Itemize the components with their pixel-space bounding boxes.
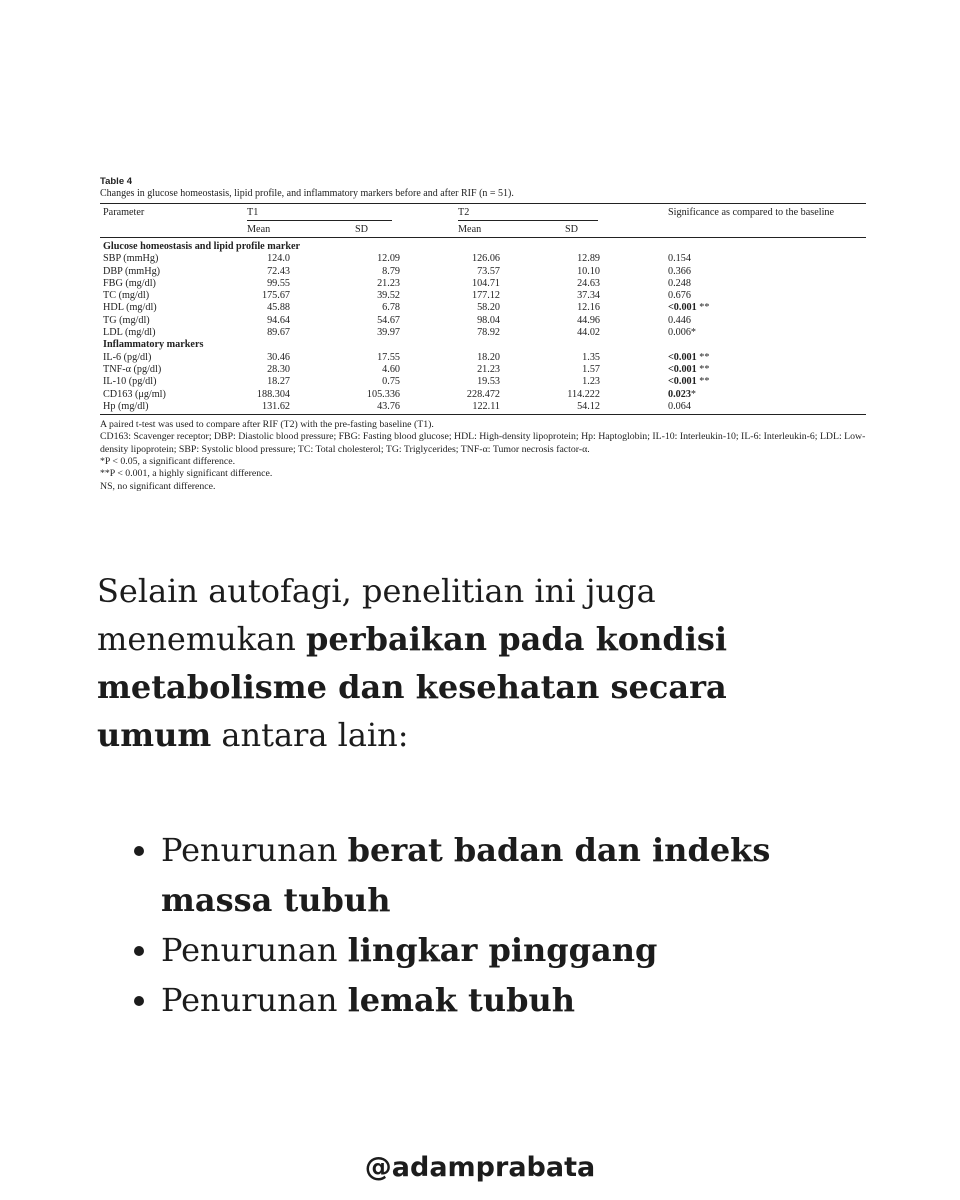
header-t2-sd: SD bbox=[565, 224, 579, 235]
t2-sd-cell: 1.35 bbox=[582, 351, 600, 363]
t1-mean-cell: 45.88 bbox=[267, 302, 290, 314]
significance-value: 0.676 bbox=[668, 290, 691, 302]
header-rule bbox=[100, 237, 866, 238]
list-item-text: Penurunan bbox=[161, 981, 348, 1019]
table-note: *P < 0.05, a significant difference. bbox=[100, 456, 236, 468]
t1-mean-cell: 89.67 bbox=[267, 327, 290, 339]
bullet-list bbox=[127, 825, 861, 1025]
significance-cell bbox=[668, 401, 691, 413]
t1-sd-cell: 54.67 bbox=[377, 314, 400, 326]
significance-value-bold: <0.001 bbox=[668, 363, 697, 375]
header-t2: T2 bbox=[458, 207, 470, 218]
t2-mean-cell: 73.57 bbox=[477, 265, 500, 277]
parameter-cell: HDL (mg/dl) bbox=[103, 302, 157, 314]
header-t1: T1 bbox=[247, 207, 259, 218]
significance-cell bbox=[668, 376, 709, 388]
t1-sd-cell: 6.78 bbox=[382, 302, 400, 314]
significance-cell bbox=[668, 290, 691, 302]
parameter-cell: DBP (mmHg) bbox=[103, 265, 161, 277]
significance-value: * bbox=[690, 388, 697, 400]
parameter-cell: Hp (mg/dl) bbox=[103, 400, 149, 412]
significance-cell bbox=[668, 327, 696, 339]
significance-value-bold: <0.001 bbox=[668, 376, 697, 388]
t2-sd-cell: 37.34 bbox=[577, 290, 600, 302]
t2-underline bbox=[458, 220, 598, 221]
list-item-bold: berat badan dan indeks massa tubuh bbox=[161, 831, 771, 919]
table-row bbox=[100, 253, 866, 265]
table-row bbox=[100, 376, 866, 388]
table-note: CD163: Scavenger receptor; DBP: Diastolic blood pressure; FBG: Fasting blood glucose; HDL: High-density lipoprotein; Hp: Haptoglobin; IL-10: Interleukin-10; IL-6: Interleukin-6; LDL: Low-density lipoprotein; SBP: Systolic blood pressure; TC: Total cholesterol; TG: Triglycerides; TNF-α: Tumor necrosis factor-α. bbox=[100, 431, 866, 455]
t2-mean-cell: 18.20 bbox=[477, 351, 500, 363]
section-title: Glucose homeostasis and lipid profile marker bbox=[103, 241, 301, 252]
section-row bbox=[100, 241, 866, 253]
t2-sd-cell: 114.222 bbox=[567, 388, 600, 400]
t2-sd-cell: 54.12 bbox=[577, 400, 600, 412]
list-item bbox=[161, 825, 861, 925]
t2-mean-cell: 177.12 bbox=[471, 290, 500, 302]
significance-cell bbox=[668, 352, 709, 364]
t2-mean-cell: 126.06 bbox=[471, 253, 500, 265]
author-handle: @adamprabata bbox=[364, 1152, 596, 1183]
table-row bbox=[100, 302, 866, 314]
t1-underline bbox=[247, 220, 392, 221]
parameter-cell: FBG (mg/dl) bbox=[103, 277, 156, 289]
t1-sd-cell: 39.52 bbox=[377, 290, 400, 302]
t2-sd-cell: 44.02 bbox=[577, 327, 600, 339]
significance-cell bbox=[668, 302, 709, 314]
significance-cell bbox=[668, 278, 691, 290]
significance-cell bbox=[668, 253, 691, 265]
parameter-cell: LDL (mg/dl) bbox=[103, 327, 156, 339]
significance-value: ** bbox=[696, 376, 710, 388]
t1-sd-cell: 17.55 bbox=[377, 351, 400, 363]
t1-sd-cell: 39.97 bbox=[377, 327, 400, 339]
parameter-cell: TG (mg/dl) bbox=[103, 314, 150, 326]
t1-sd-cell: 4.60 bbox=[382, 363, 400, 375]
t2-sd-cell: 12.89 bbox=[577, 253, 600, 265]
section-title: Inflammatory markers bbox=[103, 339, 204, 351]
header-row-2 bbox=[100, 222, 866, 237]
table-body bbox=[100, 241, 866, 413]
significance-value: ** bbox=[696, 351, 710, 363]
parameter-cell: TC (mg/dl) bbox=[103, 290, 150, 302]
parameter-cell: SBP (mmHg) bbox=[103, 253, 159, 265]
table-notes bbox=[100, 419, 866, 493]
t1-mean-cell: 18.27 bbox=[267, 376, 290, 388]
header-t1-mean: Mean bbox=[247, 224, 271, 235]
t1-mean-cell: 30.46 bbox=[267, 351, 290, 363]
table-note: A paired t-test was used to compare after RIF (T2) with the pre-fasting baseline (T1). bbox=[100, 419, 434, 431]
significance-value: 0.446 bbox=[668, 314, 691, 326]
significance-value: 0.064 bbox=[668, 400, 691, 412]
significance-value: 0.366 bbox=[668, 265, 691, 277]
significance-value: 0.248 bbox=[668, 277, 691, 289]
significance-cell bbox=[668, 315, 691, 327]
parameter-cell: TNF-α (pg/dl) bbox=[103, 363, 162, 375]
list-item bbox=[161, 975, 861, 1025]
list-item-bold: lemak tubuh bbox=[347, 981, 575, 1019]
list-item-bold: lingkar pinggang bbox=[347, 931, 658, 969]
table-label: Table 4 bbox=[100, 176, 133, 187]
significance-value: 0.006* bbox=[668, 327, 697, 339]
t2-sd-cell: 24.63 bbox=[577, 277, 600, 289]
table-caption: Changes in glucose homeostasis, lipid profile, and inflammatory markers before and after RIF (n = 51). bbox=[100, 188, 514, 199]
t1-mean-cell: 28.30 bbox=[267, 363, 290, 375]
t2-mean-cell: 21.23 bbox=[477, 363, 500, 375]
header-t2-mean: Mean bbox=[458, 224, 482, 235]
table-top-rule bbox=[100, 203, 866, 204]
body-paragraph bbox=[97, 567, 817, 759]
t2-sd-cell: 44.96 bbox=[577, 314, 600, 326]
t2-sd-cell: 10.10 bbox=[577, 265, 600, 277]
section-row bbox=[100, 339, 866, 351]
list-item-text: Penurunan bbox=[161, 931, 348, 969]
significance-cell bbox=[668, 389, 696, 401]
significance-cell bbox=[668, 364, 709, 376]
t2-mean-cell: 78.92 bbox=[477, 327, 500, 339]
paragraph-bold: perbaikan pada kondisi metabolisme dan kesehatan secara umum bbox=[97, 620, 728, 754]
table-row bbox=[100, 315, 866, 327]
significance-cell bbox=[668, 266, 691, 278]
table-row bbox=[100, 290, 866, 302]
t1-sd-cell: 0.75 bbox=[382, 376, 400, 388]
list-item-text: Penurunan bbox=[161, 831, 348, 869]
table-note: NS, no significant difference. bbox=[100, 480, 216, 492]
t1-mean-cell: 124.0 bbox=[267, 253, 290, 265]
header-parameter: Parameter bbox=[103, 207, 145, 218]
t1-mean-cell: 188.304 bbox=[256, 388, 290, 400]
t2-mean-cell: 104.71 bbox=[471, 277, 500, 289]
header-t1-sd: SD bbox=[355, 224, 369, 235]
table-row bbox=[100, 266, 866, 278]
t1-mean-cell: 175.67 bbox=[261, 290, 290, 302]
significance-value-bold: <0.001 bbox=[668, 351, 697, 363]
t1-mean-cell: 94.64 bbox=[267, 314, 290, 326]
table-row bbox=[100, 401, 866, 413]
paragraph-text-end: antara lain: bbox=[211, 716, 409, 754]
significance-value: ** bbox=[696, 363, 710, 375]
table-row bbox=[100, 327, 866, 339]
t1-sd-cell: 8.79 bbox=[382, 265, 400, 277]
t1-mean-cell: 72.43 bbox=[267, 265, 290, 277]
significance-value: 0.154 bbox=[668, 253, 691, 265]
results-table bbox=[100, 176, 866, 493]
significance-value: ** bbox=[696, 302, 710, 314]
table-bottom-rule bbox=[100, 414, 866, 415]
significance-value-bold: 0.023 bbox=[668, 388, 691, 400]
significance-value-bold: <0.001 bbox=[668, 302, 697, 314]
t1-mean-cell: 99.55 bbox=[267, 277, 290, 289]
list-item bbox=[161, 925, 861, 975]
table-row bbox=[100, 364, 866, 376]
table-row bbox=[100, 389, 866, 401]
parameter-cell: IL-6 (pg/dl) bbox=[103, 351, 152, 363]
parameter-cell: IL-10 (pg/dl) bbox=[103, 376, 157, 388]
parameter-cell: CD163 (μg/ml) bbox=[103, 388, 166, 400]
t2-sd-cell: 1.57 bbox=[582, 363, 600, 375]
t1-sd-cell: 105.336 bbox=[366, 388, 400, 400]
t2-sd-cell: 1.23 bbox=[582, 376, 600, 388]
t1-sd-cell: 21.23 bbox=[377, 277, 400, 289]
t2-mean-cell: 19.53 bbox=[477, 376, 500, 388]
t1-sd-cell: 12.09 bbox=[377, 253, 400, 265]
table-note: **P < 0.001, a highly significant difference. bbox=[100, 468, 273, 480]
table-row bbox=[100, 278, 866, 290]
header-significance: Significance as compared to the baseline bbox=[668, 207, 835, 218]
t1-mean-cell: 131.62 bbox=[261, 400, 290, 412]
t2-mean-cell: 98.04 bbox=[477, 314, 500, 326]
table-row bbox=[100, 352, 866, 364]
t1-sd-cell: 43.76 bbox=[377, 400, 400, 412]
t2-mean-cell: 122.11 bbox=[472, 400, 500, 412]
paragraph-text: Selain autofagi, penelitian ini juga menemukan bbox=[97, 572, 656, 658]
t2-sd-cell: 12.16 bbox=[577, 302, 600, 314]
t2-mean-cell: 58.20 bbox=[477, 302, 500, 314]
header-row-1 bbox=[100, 206, 866, 220]
t2-mean-cell: 228.472 bbox=[466, 388, 500, 400]
